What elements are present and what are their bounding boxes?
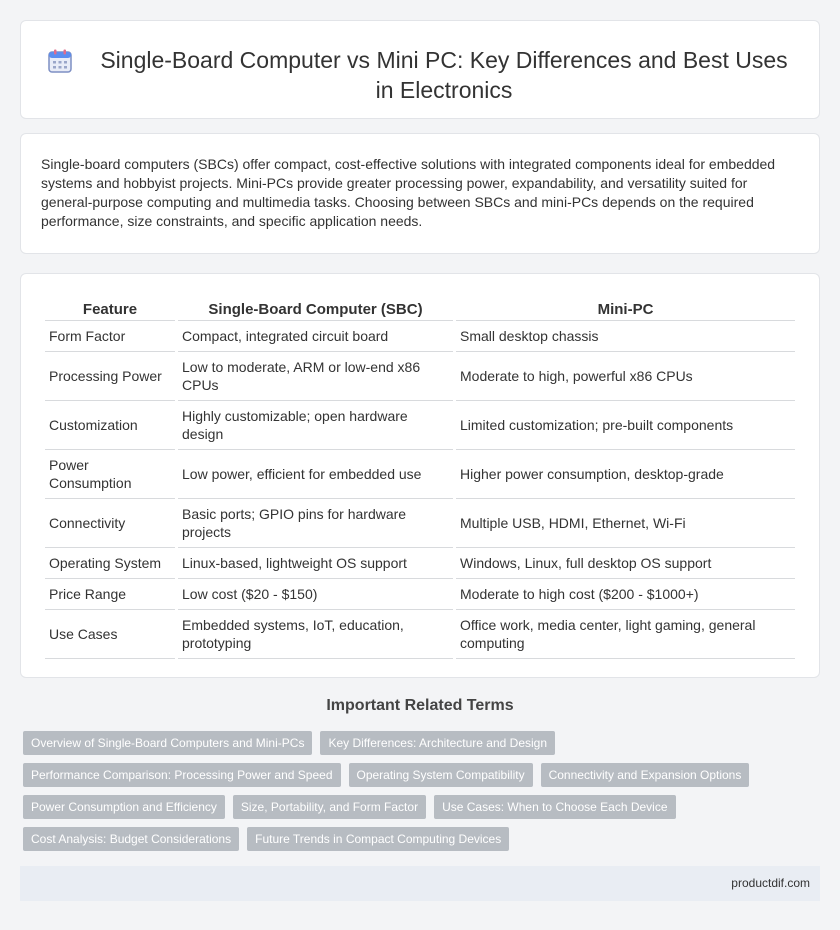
related-term-tag[interactable]: Connectivity and Expansion Options <box>541 763 750 787</box>
related-term-tag[interactable]: Performance Comparison: Processing Power and Speed <box>23 763 341 787</box>
mini-pc-cell: Higher power consumption, desktop-grade <box>456 450 795 499</box>
table-row <box>45 579 795 610</box>
related-term-tag[interactable]: Key Differences: Architecture and Design <box>320 731 555 755</box>
table-row <box>45 352 795 401</box>
sbc-cell: Linux-based, lightweight OS support <box>178 548 453 579</box>
page-title: Single-Board Computer vs Mini PC: Key Differences and Best Uses in Electronics <box>100 47 788 103</box>
feature-cell: Processing Power <box>45 352 175 401</box>
intro-card <box>20 133 820 254</box>
sbc-cell: Low to moderate, ARM or low-end x86 CPUs <box>178 352 453 401</box>
mini-pc-cell: Windows, Linux, full desktop OS support <box>456 548 795 579</box>
sbc-cell: Compact, integrated circuit board <box>178 321 453 352</box>
header-sbc: Single-Board Computer (SBC) <box>178 295 453 321</box>
feature-cell: Form Factor <box>45 321 175 352</box>
sbc-cell: Low power, efficient for embedded use <box>178 450 453 499</box>
mini-pc-cell: Office work, media center, light gaming, general computing <box>456 610 795 659</box>
mini-pc-cell: Limited customization; pre-built components <box>456 401 795 450</box>
title-card <box>20 20 820 119</box>
footer-site-link[interactable]: productdif.com <box>731 876 810 890</box>
mini-pc-cell: Multiple USB, HDMI, Ethernet, Wi-Fi <box>456 499 795 548</box>
sbc-cell: Basic ports; GPIO pins for hardware projects <box>178 499 453 548</box>
sbc-cell: Low cost ($20 - $150) <box>178 579 453 610</box>
table-row <box>45 401 795 450</box>
mini-pc-cell: Moderate to high cost ($200 - $1000+) <box>456 579 795 610</box>
footer <box>20 866 820 901</box>
related-term-tag[interactable]: Overview of Single-Board Computers and Mini-PCs <box>23 731 312 755</box>
table-header-row <box>45 295 795 321</box>
related-term-tag[interactable]: Size, Portability, and Form Factor <box>233 795 426 819</box>
related-terms-heading: Important Related Terms <box>326 697 514 714</box>
table-row <box>45 499 795 548</box>
table-row <box>45 548 795 579</box>
feature-cell: Use Cases <box>45 610 175 659</box>
feature-cell: Operating System <box>45 548 175 579</box>
comparison-table <box>42 295 798 659</box>
related-term-tag[interactable]: Operating System Compatibility <box>349 763 533 787</box>
header-feature: Feature <box>45 295 175 321</box>
intro-paragraph: Single-board computers (SBCs) offer compact, cost-effective solutions with integrated components ideal for embedded systems and hobbyist projects. Mini-PCs provide greater processing power, expandability, and versatility suited for general-purpose computing and multimedia tasks. Choosing between SBCs and mini-PCs depends on the required performance, size constraints, and specific application needs. <box>41 156 776 229</box>
related-term-tag[interactable]: Use Cases: When to Choose Each Device <box>434 795 675 819</box>
mini-pc-cell: Small desktop chassis <box>456 321 795 352</box>
sbc-cell: Highly customizable; open hardware design <box>178 401 453 450</box>
table-row <box>45 610 795 659</box>
sbc-cell: Embedded systems, IoT, education, prototyping <box>178 610 453 659</box>
related-term-tag[interactable]: Power Consumption and Efficiency <box>23 795 225 819</box>
comparison-card <box>20 273 820 678</box>
related-term-tag[interactable]: Cost Analysis: Budget Considerations <box>23 827 239 851</box>
calendar-icon <box>46 47 74 75</box>
related-term-tag[interactable]: Future Trends in Compact Computing Devices <box>247 827 509 851</box>
mini-pc-cell: Moderate to high, powerful x86 CPUs <box>456 352 795 401</box>
header-mini-pc: Mini-PC <box>456 295 795 321</box>
related-terms-list <box>23 731 823 859</box>
feature-cell: Connectivity <box>45 499 175 548</box>
table-row <box>45 450 795 499</box>
feature-cell: Power Consumption <box>45 450 175 499</box>
feature-cell: Customization <box>45 401 175 450</box>
feature-cell: Price Range <box>45 579 175 610</box>
table-row <box>45 321 795 352</box>
